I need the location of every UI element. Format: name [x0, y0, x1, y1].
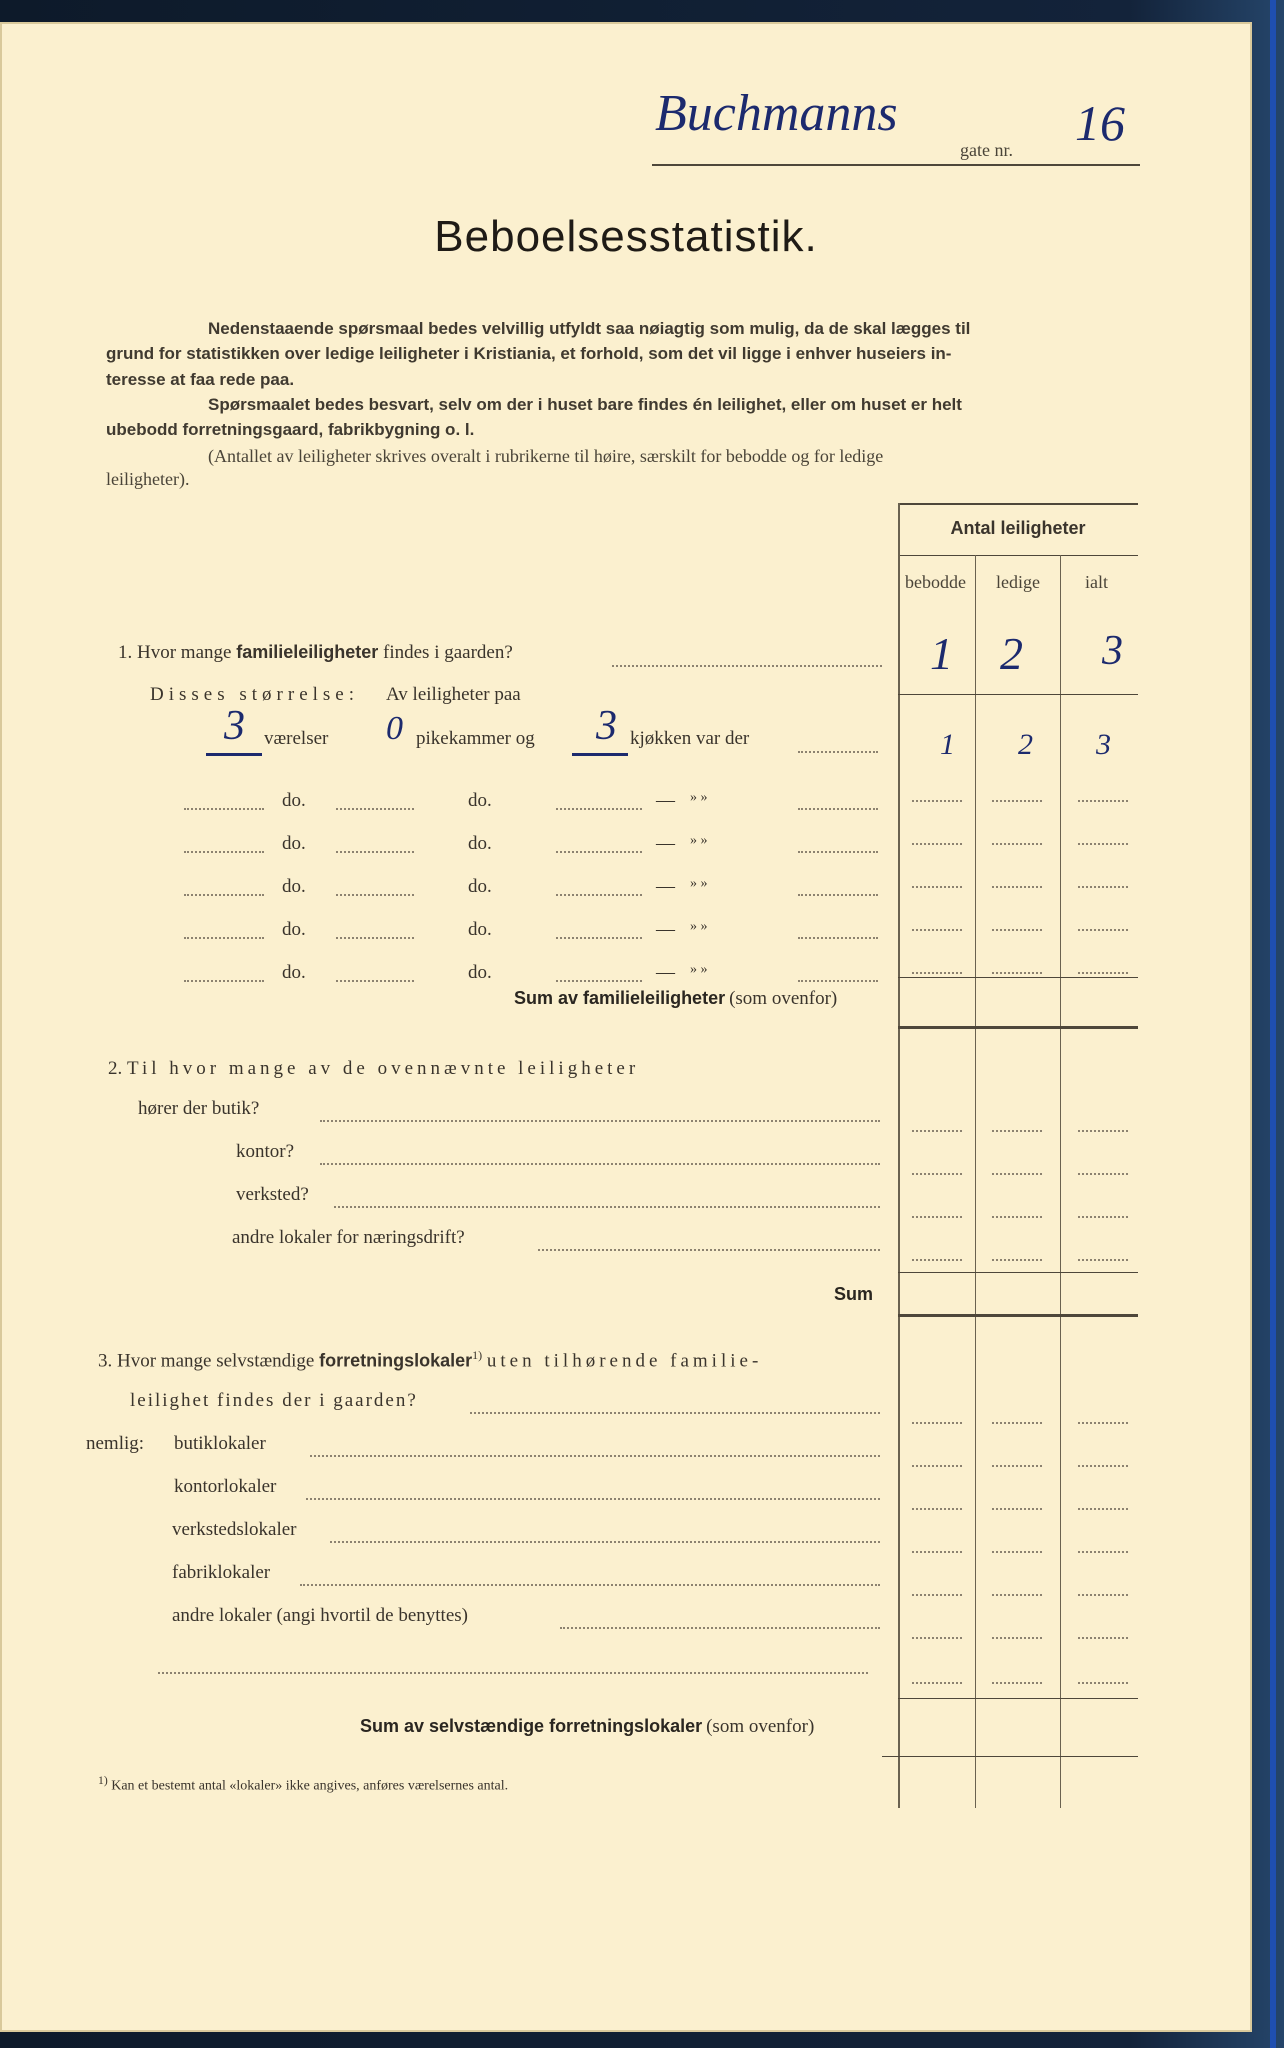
q1-sum-tail: (som ovenfor) — [729, 988, 838, 1009]
table-cell-dots — [912, 886, 962, 888]
do-label: do. — [282, 790, 306, 811]
do-dash: — — [656, 962, 675, 983]
q3-item-4-dots — [560, 1627, 880, 1629]
row1-ialt: 3 — [1096, 728, 1111, 761]
intro-p2-line2: ubebodd forretningsgaard, fabrikbygning o. l. — [106, 420, 475, 439]
q1-line — [118, 642, 513, 664]
do-blank-1 — [184, 808, 264, 810]
do-leader-dots — [798, 980, 878, 982]
row1-bebodde: 1 — [940, 728, 955, 761]
q3-line — [98, 1348, 762, 1372]
pike-label: pikekammer og — [416, 728, 535, 749]
street-name-handwritten: Buchmanns — [655, 85, 898, 142]
q3-text-post: uten tilhørende familie- — [486, 1350, 763, 1372]
row1-ledige: 2 — [1018, 728, 1033, 761]
do-quote: » » — [690, 962, 708, 977]
footnote — [98, 1774, 508, 1795]
q2-sum-bottom-rule — [898, 1314, 1138, 1317]
q3-sum-bottom-rule — [882, 1756, 1138, 1757]
kjokken-value: 3 — [596, 703, 617, 749]
q3-number: 3. — [98, 1350, 113, 1372]
col-ialt: ialt — [1085, 572, 1108, 592]
intro-p1-line3: teresse at faa rede paa. — [106, 370, 295, 389]
do-blank-3 — [556, 894, 642, 896]
q2-text: Til hvor mange av de ovennævnte leiligheter — [127, 1058, 640, 1079]
table-cell-dots — [1078, 1422, 1128, 1424]
q1-sum-bold: Sum av familieleiligheter — [514, 988, 726, 1008]
q2-item-0: hører der butik? — [138, 1098, 260, 1119]
intro-p1-line1: Nedenstaaende spørsmaal bedes velvillig utfyldt saa nøiagtig som mulig, da de skal lægges til — [208, 319, 971, 338]
do-label: do. — [468, 833, 492, 854]
row1-leader-dots — [798, 751, 878, 753]
do-blank-3 — [556, 808, 642, 810]
table-cell-dots — [992, 1682, 1042, 1684]
form-page — [0, 22, 1252, 2032]
edge-stripe — [1270, 0, 1276, 2048]
do-blank-2 — [336, 980, 414, 982]
table-cell-dots — [992, 886, 1042, 888]
do-label: do. — [282, 919, 306, 940]
do-label: do. — [468, 876, 492, 897]
table-cell-dots — [992, 1422, 1042, 1424]
q1-number: 1. — [118, 642, 133, 663]
q1-sum-line — [514, 988, 837, 1010]
q3-item-3-dots — [300, 1584, 880, 1586]
table-cell-dots — [912, 800, 962, 802]
q2-item-3: andre lokaler for næringsdrift? — [232, 1227, 465, 1248]
do-blank-1 — [184, 980, 264, 982]
street-number-handwritten: 16 — [1075, 95, 1125, 151]
do-label: do. — [282, 833, 306, 854]
do-quote: » » — [690, 790, 708, 805]
do-dash: — — [656, 790, 675, 811]
table-cell-dots — [992, 1465, 1042, 1467]
do-label: do. — [282, 962, 306, 983]
table-cell-dots — [1078, 1173, 1128, 1175]
table-cell-dots — [912, 929, 962, 931]
table-cell-dots — [992, 1259, 1042, 1261]
page-title: Beboelsesstatistik. — [434, 212, 818, 261]
table-cell-dots — [912, 1465, 962, 1467]
intro-p2-line1: Spørsmaalet bedes besvart, selv om der i huset bare findes én leilighet, eller om huset er helt — [208, 395, 962, 414]
do-leader-dots — [798, 937, 878, 939]
table-cell-dots — [1078, 1508, 1128, 1510]
intro-p1-line2: grund for statistikken over ledige leiligheter i Kristiania, et forhold, som det vil ligge i enhver huseiers in- — [106, 344, 952, 363]
q3-item-1: kontorlokaler — [174, 1476, 277, 1497]
do-dash: — — [656, 833, 675, 854]
q3-text-bold: forretningslokaler — [319, 1350, 473, 1371]
table-cell-dots — [992, 1594, 1042, 1596]
table-cell-dots — [1078, 1465, 1128, 1467]
q3-nemlig: nemlig: — [86, 1433, 145, 1454]
table-cell-dots — [1078, 886, 1128, 888]
table-cell-dots — [992, 1130, 1042, 1132]
table-cell-dots — [992, 1216, 1042, 1218]
q3-blank-line — [158, 1672, 868, 1674]
table-cell-dots — [912, 1216, 962, 1218]
q2-number: 2. — [108, 1058, 123, 1079]
q3-item-0: butiklokaler — [174, 1433, 266, 1454]
do-blank-1 — [184, 894, 264, 896]
do-blank-1 — [184, 937, 264, 939]
table-col-divider-2 — [1060, 555, 1061, 1808]
do-label: do. — [468, 919, 492, 940]
q1-ialt-value: 3 — [1102, 628, 1123, 674]
do-blank-3 — [556, 937, 642, 939]
table-cell-dots — [1078, 1216, 1128, 1218]
q3-sum-line — [360, 1716, 814, 1738]
table-cell-dots — [992, 929, 1042, 931]
do-blank-1 — [184, 851, 264, 853]
do-label: do. — [468, 790, 492, 811]
do-label: do. — [468, 962, 492, 983]
q2-item-2-dots — [334, 1206, 880, 1208]
q3-sum-tail: (som ovenfor) — [706, 1716, 815, 1737]
q3-line2: leilighet findes der i gaarden? — [130, 1390, 418, 1411]
q1-bebodde-value: 1 — [930, 628, 953, 679]
table-cell-dots — [992, 1637, 1042, 1639]
do-quote: » » — [690, 833, 708, 848]
table-cell-dots — [912, 1594, 962, 1596]
q2-item-0-dots — [320, 1120, 880, 1122]
intro-p3-line2: leiligheter). — [106, 469, 190, 489]
table-cell-dots — [912, 1422, 962, 1424]
q2-item-1: kontor? — [236, 1141, 295, 1162]
do-leader-dots — [798, 851, 878, 853]
q3-item-1-dots — [306, 1498, 880, 1500]
q1-text-pre: Hvor mange — [137, 642, 232, 663]
table-cell-dots — [912, 1259, 962, 1261]
vaerelser-value: 3 — [224, 703, 245, 749]
q3-item-2: verkstedslokaler — [172, 1519, 297, 1540]
street-underline — [652, 164, 1140, 166]
col-bebodde: bebodde — [905, 572, 966, 592]
table-top-rule — [898, 503, 1138, 505]
q1-sum-top-rule — [898, 977, 1138, 978]
q3-line2-dots — [470, 1412, 880, 1414]
do-blank-3 — [556, 980, 642, 982]
table-cell-dots — [1078, 929, 1128, 931]
table-left-rule — [898, 503, 900, 1808]
q2-line — [108, 1058, 639, 1080]
table-cell-dots — [1078, 1637, 1128, 1639]
table-cell-dots — [992, 1508, 1042, 1510]
pike-value: 0 — [386, 710, 403, 747]
table-cell-dots — [1078, 1594, 1128, 1596]
table-cell-dots — [1078, 1259, 1128, 1261]
table-header-rule — [898, 555, 1138, 556]
vaerelser-underline — [206, 753, 262, 756]
table-cell-dots — [992, 843, 1042, 845]
table-cell-dots — [912, 1637, 962, 1639]
table-cell-dots — [1078, 800, 1128, 802]
vaerelser-label: værelser — [264, 728, 329, 749]
table-group-header: Antal leiligheter — [950, 518, 1086, 538]
q2-sum-top-rule — [898, 1272, 1138, 1273]
table-cell-dots — [1078, 1551, 1128, 1553]
footnote-mark: 1) — [98, 1774, 108, 1787]
table-cell-dots — [992, 800, 1042, 802]
q3-item-2-dots — [330, 1541, 880, 1543]
do-blank-2 — [336, 808, 414, 810]
q1-text-post: findes i gaarden? — [383, 642, 513, 663]
do-blank-3 — [556, 851, 642, 853]
table-cell-dots — [912, 843, 962, 845]
do-blank-2 — [336, 894, 414, 896]
sizes-label: Disses størrelse: — [150, 684, 360, 705]
q1-text-bold: familieleiligheter — [236, 642, 379, 662]
do-blank-2 — [336, 851, 414, 853]
table-cell-dots — [992, 1173, 1042, 1175]
q3-footnote-mark: 1) — [472, 1348, 483, 1362]
table-cell-dots — [1078, 1130, 1128, 1132]
gate-label: gate nr. — [960, 140, 1013, 160]
table-cell-dots — [1078, 972, 1128, 974]
q2-sum: Sum — [834, 1284, 874, 1304]
table-cell-dots — [992, 1551, 1042, 1553]
q1-sum-bottom-rule — [898, 1026, 1138, 1029]
q1-row-rule — [898, 694, 1138, 695]
table-cell-dots — [912, 972, 962, 974]
q3-sum-top-rule — [898, 1698, 1138, 1699]
table-cell-dots — [912, 1551, 962, 1553]
q3-sum-bold: Sum av selvstændige forretningslokaler — [360, 1716, 703, 1736]
kjokken-underline — [572, 753, 628, 756]
q3-item-3: fabriklokaler — [172, 1562, 271, 1583]
sizes-tail: Av leiligheter paa — [386, 684, 521, 705]
do-dash: — — [656, 876, 675, 897]
q2-item-2: verksted? — [236, 1184, 309, 1205]
table-cell-dots — [1078, 1682, 1128, 1684]
q1-ledige-value: 2 — [1000, 628, 1023, 679]
q3-text-pre: Hvor mange selvstændige — [117, 1350, 315, 1372]
q2-item-3-dots — [538, 1249, 880, 1251]
do-quote: » » — [690, 876, 708, 891]
q3-item-0-dots — [310, 1455, 880, 1457]
intro-p3-line1: (Antallet av leiligheter skrives overalt i rubrikerne til høire, særskilt for bebodde og for ledige — [208, 446, 884, 466]
table-cell-dots — [912, 1508, 962, 1510]
q3-item-4: andre lokaler (angi hvortil de benyttes) — [172, 1605, 468, 1626]
col-ledige: ledige — [996, 572, 1040, 592]
do-quote: » » — [690, 919, 708, 934]
table-cell-dots — [992, 972, 1042, 974]
do-leader-dots — [798, 808, 878, 810]
table-cell-dots — [1078, 843, 1128, 845]
q2-item-1-dots — [320, 1163, 880, 1165]
do-blank-2 — [336, 937, 414, 939]
table-cell-dots — [912, 1130, 962, 1132]
q1-leader-dots — [612, 665, 882, 667]
do-leader-dots — [798, 894, 878, 896]
kjokken-label: kjøkken var der — [630, 728, 750, 749]
do-dash: — — [656, 919, 675, 940]
table-cell-dots — [912, 1173, 962, 1175]
table-col-divider-1 — [975, 555, 976, 1808]
footnote-text: Kan et bestemt antal «lokaler» ikke angives, anføres værelsernes antal. — [111, 1778, 509, 1794]
table-cell-dots — [912, 1682, 962, 1684]
do-label: do. — [282, 876, 306, 897]
